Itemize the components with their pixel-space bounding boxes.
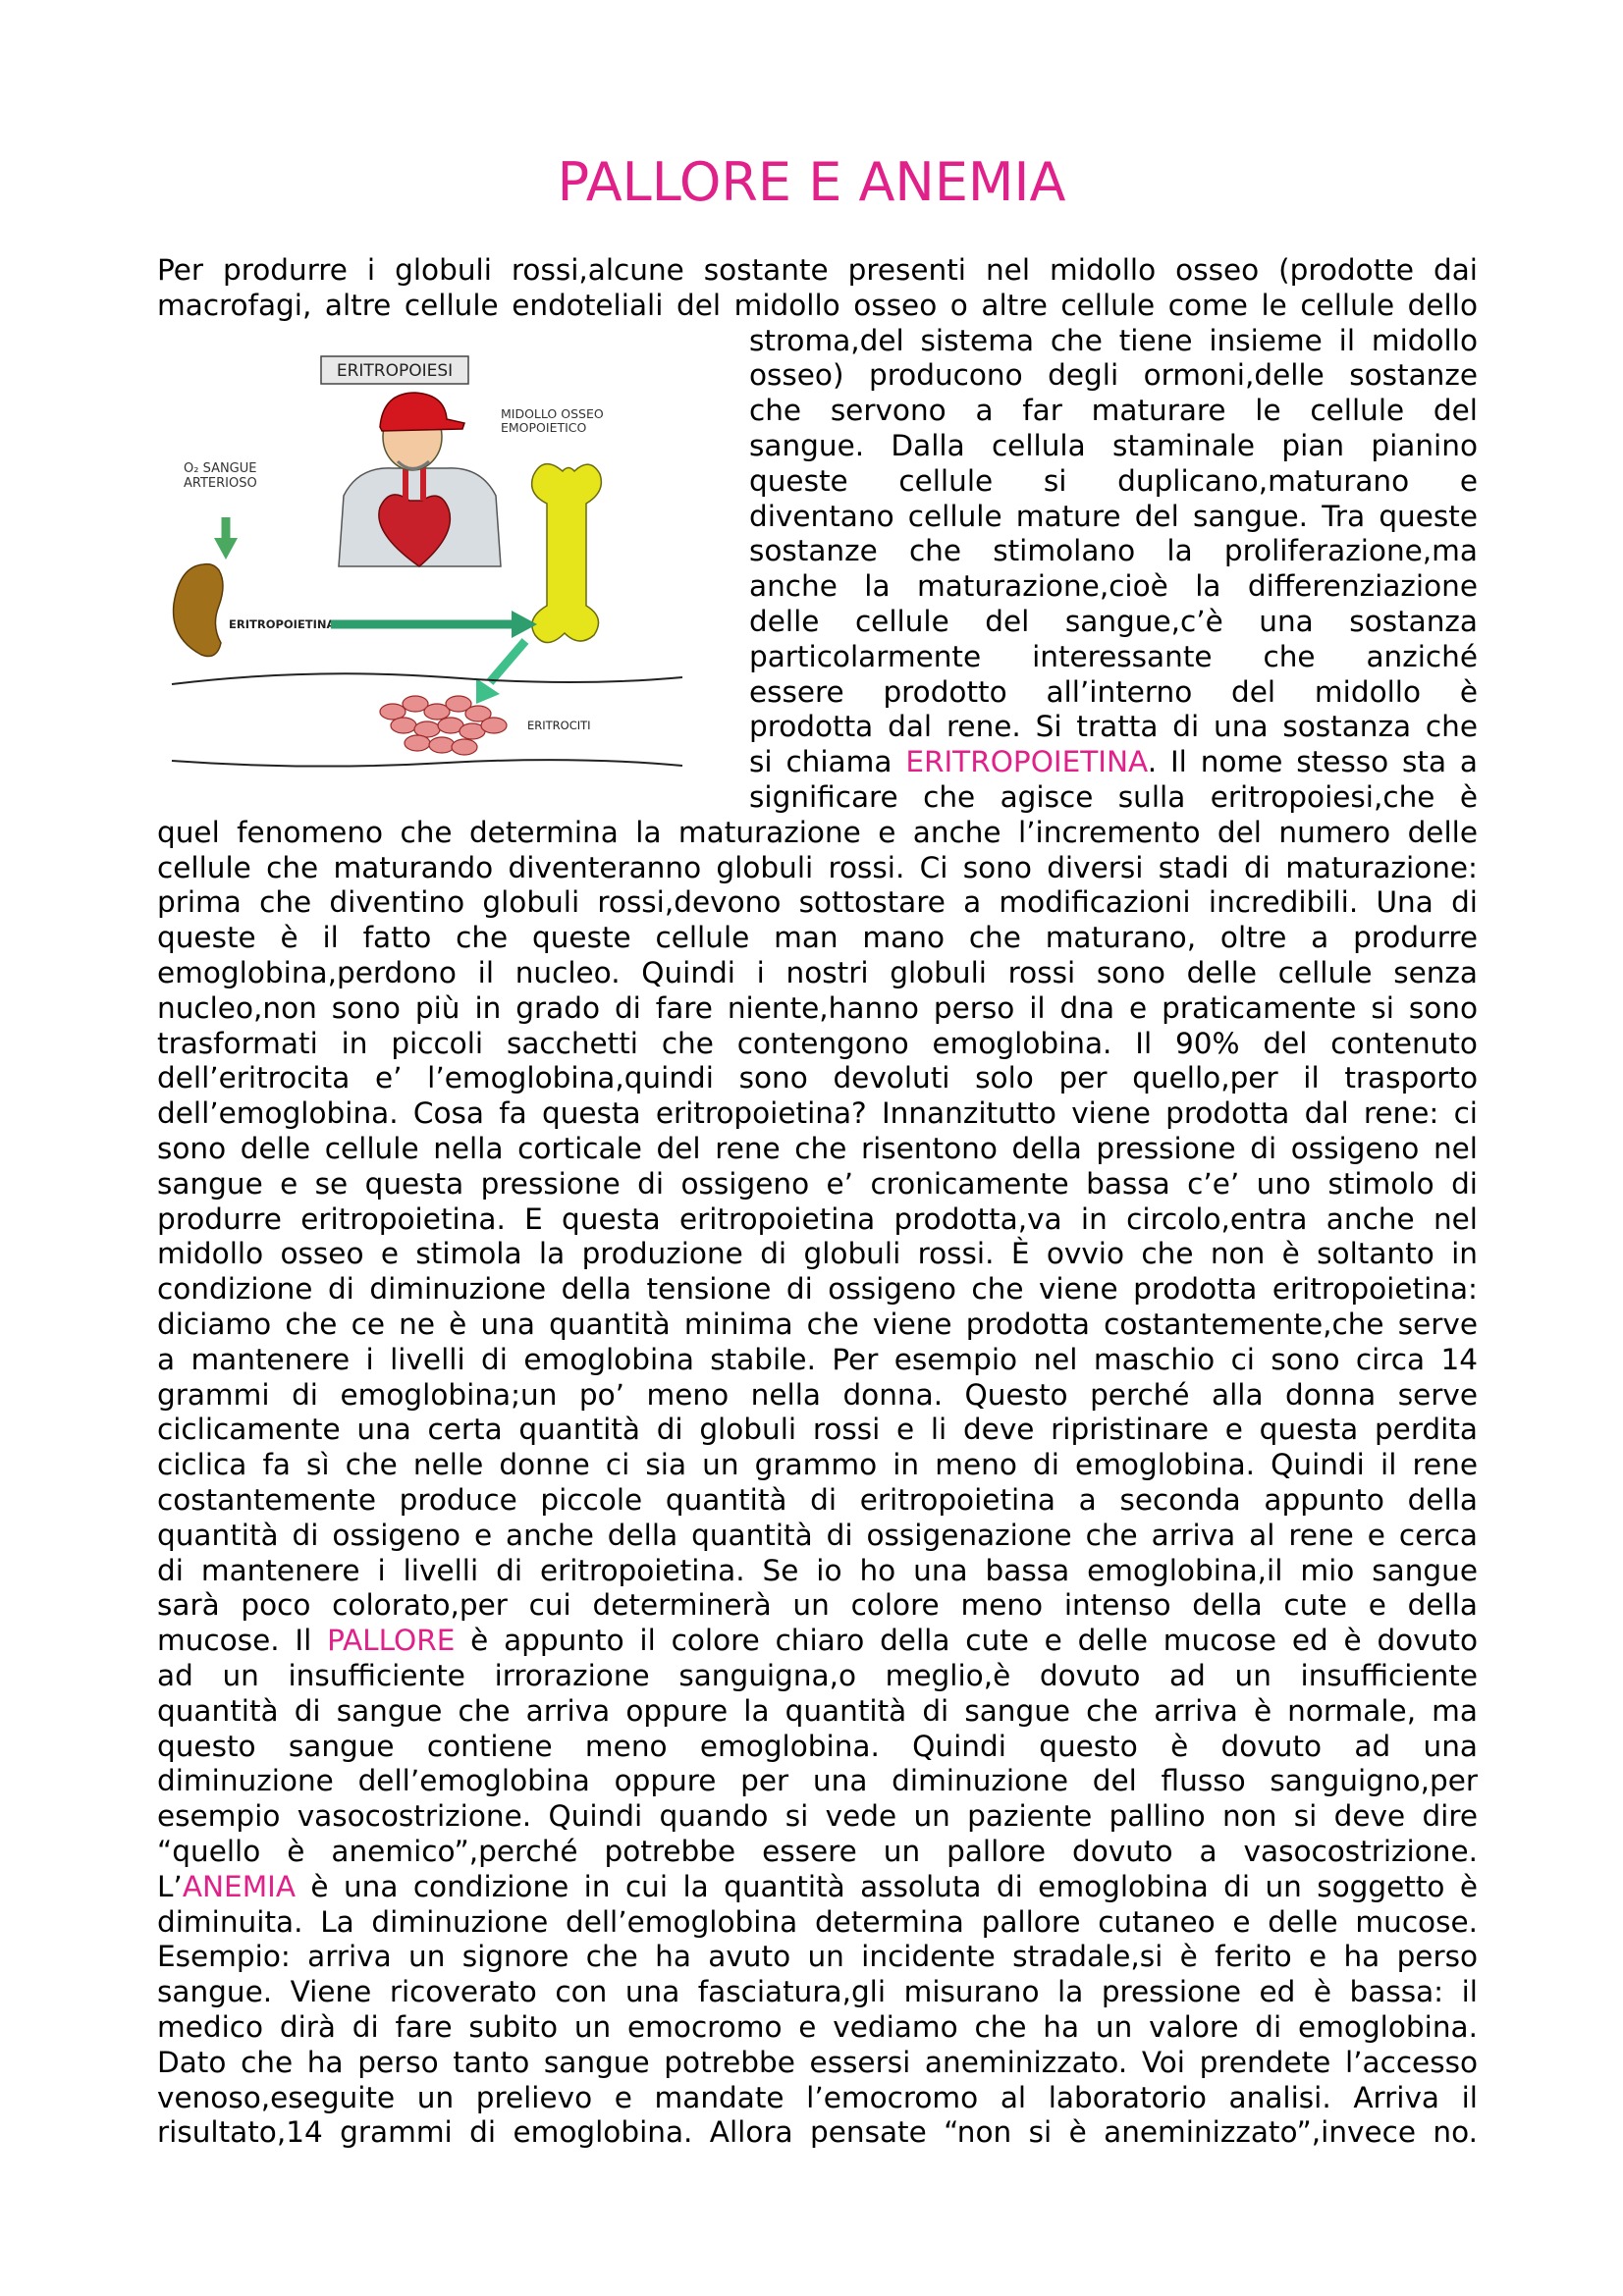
text-span: trasformati in piccoli sacchetti che contengono emoglobina. Il 90% del contenuto [157,1026,1478,1060]
erythrocyte-arrow-head [476,678,500,704]
bone-marrow-label: MIDOLLO OSSEO [501,406,604,421]
text-span: grammi di emoglobina;un po’ meno nella donna. Questo perché alla donna serve [157,1377,1478,1412]
text-line [157,955,1478,990]
erythrocyte-cluster [380,696,507,755]
text-line [157,1095,1478,1131]
text-line [157,1131,1478,1166]
text-span: queste è il fatto che queste cellule man mano che maturano, oltre a produrre [157,921,1478,955]
text-line [749,393,1478,428]
text-line [157,1342,1478,1377]
oxygen-blood-label: O₂ SANGUE [184,461,257,476]
page-title: PALLORE E ANEMIA [557,151,1066,213]
erythrocyte-arrow [490,641,525,682]
text-line [749,779,1478,815]
text-span: si chiama [749,745,906,779]
vessel-wall-bottom [172,760,682,766]
text-span: ad un insufficiente irrorazione sanguigna,o meglio,è dovuto ad un insufficiente [157,1659,1478,1692]
text-line [157,1658,1478,1693]
text-line [157,1974,1478,2009]
text-span: cellule che maturando diventeranno globuli rossi. Ci sono diversi stadi di maturazione: [157,850,1478,884]
text-span: Per produrre i globuli rossi,alcune sostante presenti nel midollo osseo (prodotte dai [157,253,1478,287]
text-span: queste cellule si duplicano,maturano e [749,463,1478,498]
text-span: venoso,eseguite un prelievo e mandate l’emocromo al laboratorio analisi. Arriva il [157,2080,1478,2114]
text-span: è appunto il colore chiaro della cute e delle mucose ed è dovuto [455,1624,1478,1658]
text-line [157,1834,1478,1869]
text-line [157,1377,1478,1413]
text-line [157,1482,1478,1518]
text-line [157,1236,1478,1271]
text-line [157,2045,1478,2080]
text-line [157,1587,1478,1623]
text-span: ciclica fa sì che nelle donne ci sia un grammo in meno di emoglobina. Quindi il rene [157,1448,1478,1482]
text-span: sarà poco colorato,per cui determinerà un colore meno intenso della cute e della [157,1588,1478,1623]
text-line [157,1623,1478,1658]
text-line [157,1307,1478,1342]
text-span: quel fenomeno che determina la maturazione e anche l’incremento del numero delle [157,815,1478,849]
text-line [749,639,1478,674]
text-line [157,1518,1478,1553]
text-span: sangue e se questa pressione di ossigeno e’ cronicamente bassa c’e’ uno stimolo di [157,1166,1478,1201]
text-span: diventano cellule mature del sangue. Tra queste [749,499,1478,533]
text-span: osseo) producono degli ormoni,delle sostanze [749,358,1478,393]
text-span: Dato che ha perso tanto sangue potrebbe essersi aneminizzato. Voi prendete l’accesso [157,2045,1478,2079]
text-span: stroma,del sistema che tiene insieme il midollo [749,323,1478,357]
text-line [157,1763,1478,1798]
text-line [157,1412,1478,1447]
text-line [749,428,1478,463]
oxygen-arrow-head [214,538,238,560]
text-line [749,744,1478,779]
text-span: sangue. Dalla cellula staminale pian pianino [749,429,1478,462]
text-line [157,1693,1478,1729]
erythropoiesis-diagram [162,339,712,780]
text-span: costantemente produce piccole quantità di eritropoietina a seconda appunto della [157,1483,1478,1517]
text-line [157,2080,1478,2115]
text-line [749,674,1478,710]
text-span: delle cellule del sangue,c’è una sostanza [749,605,1478,638]
erythrocytes-label: ERITROCITI [527,719,591,732]
highlighted-term: ERITROPOIETINA [905,745,1148,779]
text-line [157,2009,1478,2045]
erythropoietin-arrow-head [512,611,537,638]
highlighted-term: PALLORE [327,1624,456,1658]
bone-marrow-label-2: EMOPOIETICO [501,420,587,435]
text-line [157,1798,1478,1834]
text-line [157,288,1478,323]
text-line [749,533,1478,568]
text-span: risultato,14 grammi di emoglobina. Allora pensate “non si è aneminizzato”,invece no. [157,2115,1478,2150]
text-span: midollo osseo e stimola la produzione di globuli rossi. È ovvio che non è soltanto in [157,1237,1478,1271]
text-span: questo sangue contiene meno emoglobina. Quindi questo è dovuto ad una [157,1729,1478,1763]
text-line [157,1060,1478,1095]
text-line [157,1166,1478,1201]
text-line [157,884,1478,920]
text-span: ciclicamente una certa quantità di globuli rossi e li deve ripristinare e questa perdita [157,1413,1478,1447]
text-span: sono delle cellule nella corticale del rene che risentono della pressione di ossigeno nel [157,1132,1478,1165]
text-line [749,709,1478,744]
text-line [157,815,1478,850]
text-line [157,1869,1478,1904]
text-span: dell’emoglobina. Cosa fa questa eritropoietina? Innanzitutto viene prodotta dal rene: ci [157,1096,1478,1131]
erythropoiesis-figure [162,339,712,780]
figure-title: ERITROPOIESI [336,361,454,381]
text-span: sostanze che stimolano la proliferazione,ma [749,534,1478,568]
text-line [749,463,1478,499]
text-line [749,568,1478,604]
red-cap-illustration [380,393,464,431]
text-line [157,2114,1478,2150]
text-span: condizione di diminuzione della tensione di ossigeno che viene prodotta eritropoietina: [157,1272,1478,1307]
oxygen-blood-label-2: ARTERIOSO [184,476,257,491]
text-span: macrofagi, altre cellule endoteliali del midollo osseo o altre cellule come le cellule dello [157,288,1478,322]
text-line [157,1939,1478,1974]
text-line [157,1553,1478,1588]
text-span: dell’eritrocita e’ l’emoglobina,quindi sono devoluti solo per quello,per il trasporto [157,1061,1478,1095]
text-span: quantità di sangue che arriva oppure la quantità di sangue che arriva è normale, ma [157,1693,1478,1728]
text-span: nucleo,non sono più in grado di fare niente,hanno perso il dna e praticamente si sono [157,990,1478,1025]
text-span: mucose. Il [157,1624,328,1658]
text-span: diminuzione dell’emoglobina oppure per una diminuzione del flusso sanguigno,per [157,1764,1478,1798]
text-line [749,499,1478,534]
text-line [157,1729,1478,1764]
text-span: emoglobina,perdono il nucleo. Quindi i nostri globuli rossi sono delle cellule senza [157,956,1478,989]
text-line [157,252,1478,288]
text-span: è una condizione in cui la quantità assoluta di emoglobina di un soggetto è [296,1869,1478,1903]
text-span: prima che diventino globuli rossi,devono sottostare a modificazioni incredibili. Una di [157,885,1478,920]
text-span: medico dirà di fare subito un emocromo e vediamo che ha un valore di emoglobina. [157,2010,1478,2044]
text-span: anche la maturazione,cioè la differenziazione [749,569,1478,604]
text-line [157,850,1478,885]
text-line [157,1904,1478,1940]
text-span: Esempio: arriva un signore che ha avuto un incidente stradale,si è ferito e ha perso [157,1940,1478,1974]
kidney-illustration [174,564,223,657]
text-line [749,323,1478,358]
text-span: sangue. Viene ricoverato con una fasciatura,gli misurano la pressione ed è bassa: il [157,1975,1478,2009]
text-line [749,604,1478,639]
text-span: . Il nome stesso sta a [1147,745,1478,779]
bone-illustration [532,464,602,643]
vessel-wall-top [172,673,682,684]
text-span: particolarmente interessante che anziché [749,639,1478,673]
text-span: produrre eritropoietina. E questa eritropoietina prodotta,va in circolo,entra anche nel [157,1201,1478,1236]
text-span: significare che agisce sulla eritropoiesi,che è [749,780,1478,814]
text-span: a mantenere i livelli di emoglobina stabile. Per esempio nel maschio ci sono circa 14 [157,1342,1478,1376]
text-line [157,1447,1478,1482]
text-line [157,920,1478,955]
highlighted-term: ANEMIA [182,1869,297,1903]
text-span: che servono a far maturare le cellule del [749,394,1478,428]
text-line [157,1201,1478,1237]
text-line [749,357,1478,393]
text-line [157,990,1478,1026]
text-line [157,1026,1478,1061]
text-span: esempio vasocostrizione. Quindi quando si vede un paziente pallino non si deve dire [157,1799,1478,1834]
text-span: quantità di ossigeno e anche della quantità di ossigenazione che arriva al rene e cerca [157,1518,1478,1552]
text-span: L’ [157,1869,183,1903]
text-span: prodotta dal rene. Si tratta di una sostanza che [749,710,1478,744]
erythropoietin-label: ERITROPOIETINA [229,617,336,631]
text-span: di mantenere i livelli di eritropoietina. Se io ho una bassa emoglobina,il mio sangue [157,1553,1478,1587]
text-span: diminuita. La diminuzione dell’emoglobina determina pallore cutaneo e delle mucose. [157,1904,1478,1939]
text-span: “quello è anemico”,perché potrebbe essere un pallore dovuto a vasocostrizione. [157,1835,1478,1868]
text-line [157,1271,1478,1307]
text-span: diciamo che ce ne è una quantità minima che viene prodotta costantemente,che serve [157,1308,1478,1341]
text-span: essere prodotto all’interno del midollo è [749,674,1478,709]
